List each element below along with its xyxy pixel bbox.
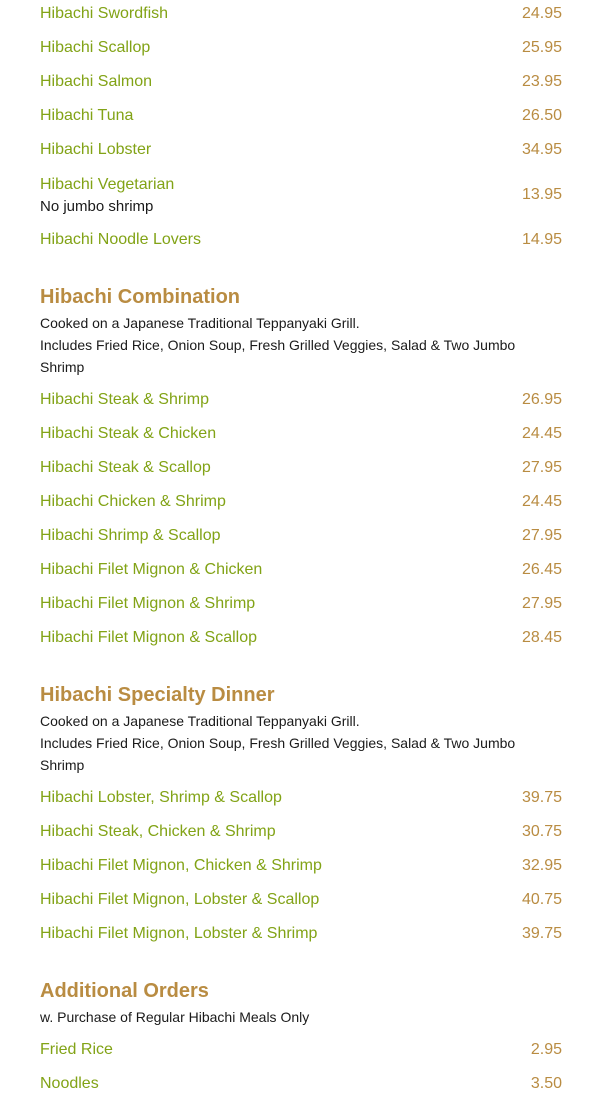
item-price: 3.50 <box>530 1075 562 1092</box>
menu-item <box>40 815 562 849</box>
item-name: Hibachi Filet Mignon & Scallop <box>40 629 257 646</box>
description-line: Cooked on a Japanese Traditional Teppanyaki Grill. <box>40 315 360 331</box>
menu-item <box>40 519 562 553</box>
menu-item <box>40 849 562 883</box>
item-price: 27.95 <box>521 527 562 544</box>
item-name: Hibachi Steak & Shrimp <box>40 391 209 408</box>
item-price: 26.50 <box>521 107 562 124</box>
menu-item <box>40 451 562 485</box>
item-price: 32.95 <box>521 857 562 874</box>
menu-item <box>40 31 562 65</box>
item-price: 30.75 <box>521 823 562 840</box>
item-name: Hibachi Chicken & Shrimp <box>40 493 226 510</box>
menu-item <box>40 65 562 99</box>
menu-item <box>40 223 562 257</box>
item-name: Hibachi Scallop <box>40 39 151 56</box>
item-name: Hibachi Shrimp & Scallop <box>40 527 221 544</box>
item-name: Hibachi Salmon <box>40 73 153 90</box>
item-price: 34.95 <box>521 141 562 158</box>
item-price: 24.95 <box>521 5 562 22</box>
item-name: Hibachi Steak & Scallop <box>40 459 211 476</box>
item-name: Hibachi Steak, Chicken & Shrimp <box>40 823 276 840</box>
item-name: Hibachi Filet Mignon & Shrimp <box>40 595 256 612</box>
menu-item <box>40 553 562 587</box>
menu-item <box>40 417 562 451</box>
section-description <box>40 312 562 378</box>
section-additional <box>40 979 562 1101</box>
menu-item <box>40 587 562 621</box>
item-name: Hibachi Lobster, Shrimp & Scallop <box>40 789 282 806</box>
item-name: Hibachi Swordfish <box>40 5 169 22</box>
item-price: 26.95 <box>521 391 562 408</box>
section-description <box>40 710 562 776</box>
menu-item <box>40 621 562 655</box>
description-line: Includes Fried Rice, Onion Soup, Fresh Grilled Veggies, Salad & Two Jumbo Shrimp <box>40 735 516 773</box>
item-name: Hibachi Filet Mignon & Chicken <box>40 561 263 578</box>
item-price: 2.95 <box>530 1041 562 1058</box>
menu-item <box>40 883 562 917</box>
section-title: Hibachi Combination <box>40 286 240 308</box>
item-name: Hibachi Filet Mignon, Lobster & Scallop <box>40 891 320 908</box>
item-price: 27.95 <box>521 459 562 476</box>
section-combination <box>40 285 562 655</box>
item-price: 13.95 <box>521 186 562 203</box>
item-price: 39.75 <box>521 925 562 942</box>
item-price: 25.95 <box>521 39 562 56</box>
menu-item <box>40 133 562 167</box>
description-line: Cooked on a Japanese Traditional Teppanyaki Grill. <box>40 713 360 729</box>
section-description: w. Purchase of Regular Hibachi Meals Only <box>40 1009 310 1025</box>
item-name: Hibachi Noodle Lovers <box>40 231 201 248</box>
description-line: Includes Fried Rice, Onion Soup, Fresh Grilled Veggies, Salad & Two Jumbo Shrimp <box>40 337 516 375</box>
item-name: Noodles <box>40 1075 99 1092</box>
section-title: Hibachi Specialty Dinner <box>40 684 275 706</box>
item-price: 27.95 <box>521 595 562 612</box>
item-price: 24.45 <box>521 425 562 442</box>
menu-item <box>40 1033 562 1067</box>
item-price: 39.75 <box>521 789 562 806</box>
item-name: Hibachi Steak & Chicken <box>40 425 217 442</box>
menu-item-vegetarian <box>40 167 562 223</box>
item-price: 40.75 <box>521 891 562 908</box>
item-note: No jumbo shrimp <box>40 197 154 215</box>
item-price: 26.45 <box>521 561 562 578</box>
item-price: 23.95 <box>521 73 562 90</box>
menu-item <box>40 485 562 519</box>
item-name: Hibachi Vegetarian <box>40 175 175 193</box>
menu-item <box>40 781 562 815</box>
item-name: Hibachi Tuna <box>40 107 134 124</box>
section-title: Additional Orders <box>40 980 209 1002</box>
item-name: Hibachi Filet Mignon, Chicken & Shrimp <box>40 857 322 874</box>
menu-item <box>40 1067 562 1101</box>
item-name: Fried Rice <box>40 1041 113 1058</box>
item-price: 28.45 <box>521 629 562 646</box>
menu-item <box>40 99 562 133</box>
menu-item <box>40 0 562 31</box>
section-specialty <box>40 683 562 951</box>
item-name: Hibachi Filet Mignon, Lobster & Shrimp <box>40 925 318 942</box>
menu-item <box>40 917 562 951</box>
item-name: Hibachi Lobster <box>40 141 152 158</box>
menu <box>40 0 562 1101</box>
item-price: 24.45 <box>521 493 562 510</box>
item-price: 14.95 <box>521 231 562 248</box>
menu-item <box>40 383 562 417</box>
